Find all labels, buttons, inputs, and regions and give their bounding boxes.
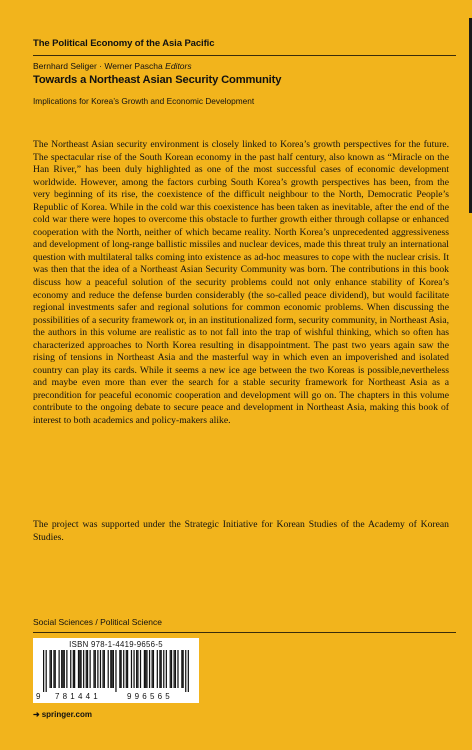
barcode-bar [137, 650, 138, 688]
barcode-bar [74, 650, 75, 688]
book-description: The Northeast Asian security environment is closely linked to Korea’s growth perspectives for the future. The spectacular rise of the South Korean economy in the past half century, also known as “Miracle on the Han River,” has been duly highlighted as one of the most successful cases of economic development worldwide. However, among the factors curbing South Korea’s growth perspectives has been, from the very beginning of its rise, the coexistence of the difficult neighbour to the North, Democratic People’s Republic of Korea. While in the cold war this coexistence has been taken as inevitable, after the end of the cold war there were hopes to overcome this obstacle to further growth either through collapse or enhanced cooperation with the North, neither of which became reality. North Korea’s unprecedented aggressiveness and development of long-range ballistic missiles and nuclear devices, made this threat truly an international question with multilateral talks coming into existence as ad-hoc measures to cope with the nuclear crisis. It was then that the idea of a Northeast Asian Security Community was born. The contributions in this book discuss how a peaceful solution of the security problems could not only enhance stability of Korea’s economy and reduce the defense burden considerably (the so-called peace dividend), but would facilitate regional investments safer and regional solutions for common economic problems. When discussing the possibilities of a security framework or, in an institutionalized form, security community, in Northeast Asia, the authors in this volume are realistic as to not fall into the trap of wishful thinking, which so often has characterized approaches to North Korea resulting in disappointment. The past two years again saw the rising of tensions in Northeast Asia and the masterful way in which even an impoverished and isolated country can play its cards. While it seems a new ice age between the two Koreas is possible,nevertheless and maybe even more than ever the search for a stable security framework for Northeast Asia as a precondition for peaceful economic cooperation and development will go on. The chapters in this volume contribute to the ongoing debate to secure peace and development in Northeast Asia, making this book of interest to both academics and policy-makers alike. [33, 139, 449, 427]
barcode-bar [166, 650, 167, 688]
barcode-bar [119, 650, 120, 688]
support-note: The project was supported under the Strategic Initiative for Korean Studies of the Academy of Korean Studies. [33, 519, 449, 543]
barcode-digit-left: 781441 [55, 692, 101, 701]
barcode-bar [152, 650, 153, 688]
barcode-bar [110, 650, 111, 688]
barcode-bar [87, 650, 88, 688]
barcode-bar [131, 650, 132, 688]
editors-line [33, 61, 192, 71]
barcode-bar [149, 650, 150, 688]
barcode-bar [79, 650, 80, 688]
barcode-bar [163, 650, 164, 688]
barcode-bar [188, 650, 189, 692]
barcode-bar [121, 650, 122, 688]
barcode-bar [171, 650, 172, 688]
barcode-bar [126, 650, 127, 688]
barcode-bar [144, 650, 145, 688]
barcode-bar [43, 650, 44, 692]
barcode-bar [170, 650, 171, 688]
barcode-bar [86, 650, 87, 688]
publisher-url-text: springer.com [41, 710, 92, 719]
book-title: Towards a Northeast Asian Security Community [33, 74, 282, 86]
barcode-bar [80, 650, 81, 688]
barcode-bar [90, 650, 91, 688]
barcode-bar [93, 650, 94, 688]
barcode-panel [33, 638, 199, 703]
barcode-bar [73, 650, 74, 688]
barcode-bar [146, 650, 147, 688]
barcode-bar [66, 650, 67, 688]
barcode-bar [111, 650, 112, 688]
barcode-bar [83, 650, 84, 688]
barcode-bar [108, 650, 109, 688]
barcode-bar [104, 650, 105, 688]
barcode-bar [115, 650, 116, 692]
barcode-bar [133, 650, 134, 688]
barcode-bar [61, 650, 62, 688]
barcode-bar [51, 650, 52, 688]
publisher-url [33, 710, 92, 719]
editors-names: Bernhard Seliger · Werner Pascha [33, 61, 163, 71]
barcode-bar [62, 650, 63, 688]
barcode-bar [123, 650, 124, 688]
barcode-bar [113, 650, 114, 688]
barcode-bar [153, 650, 154, 688]
barcode-digit-lead: 9 [36, 692, 41, 701]
barcode-bar [49, 650, 50, 688]
barcode-bar [136, 650, 137, 688]
barcode-bar [174, 650, 175, 688]
barcode-bar [157, 650, 158, 688]
barcode-bar [181, 650, 182, 688]
barcode-bar [59, 650, 60, 688]
barcode-bar [70, 650, 71, 688]
footer-rule [33, 632, 456, 633]
barcode-bar [97, 650, 98, 688]
subject-category: Social Sciences / Political Science [33, 617, 162, 627]
barcode-bar [55, 650, 56, 688]
header-rule [33, 55, 456, 56]
barcode-bar [127, 650, 128, 688]
book-subtitle: Implications for Korea’s Growth and Economic Development [33, 96, 255, 106]
barcode-bar [177, 650, 178, 688]
arrow-right-icon: ➜ [33, 710, 40, 719]
barcode-bar [175, 650, 176, 688]
barcode-bar [95, 650, 96, 688]
barcode-bar [46, 650, 47, 692]
barcode-bar [100, 650, 101, 688]
barcode-bar [78, 650, 79, 688]
barcode-bar [53, 650, 54, 688]
barcode-bar [185, 650, 186, 692]
editors-role: Editors [165, 61, 192, 71]
barcode-icon [43, 650, 189, 692]
barcode-bar [159, 650, 160, 688]
barcode-bar [145, 650, 146, 688]
isbn-number: ISBN 978-1-4419-9656-5 [69, 640, 163, 649]
barcode-bar [64, 650, 65, 688]
barcode-bar [183, 650, 184, 688]
series-title: The Political Economy of the Asia Pacific [33, 38, 215, 49]
barcode-bar [161, 650, 162, 688]
barcode-digit-right: 996565 [127, 692, 173, 701]
barcode-bar [140, 650, 141, 688]
barcode-bar [102, 650, 103, 688]
